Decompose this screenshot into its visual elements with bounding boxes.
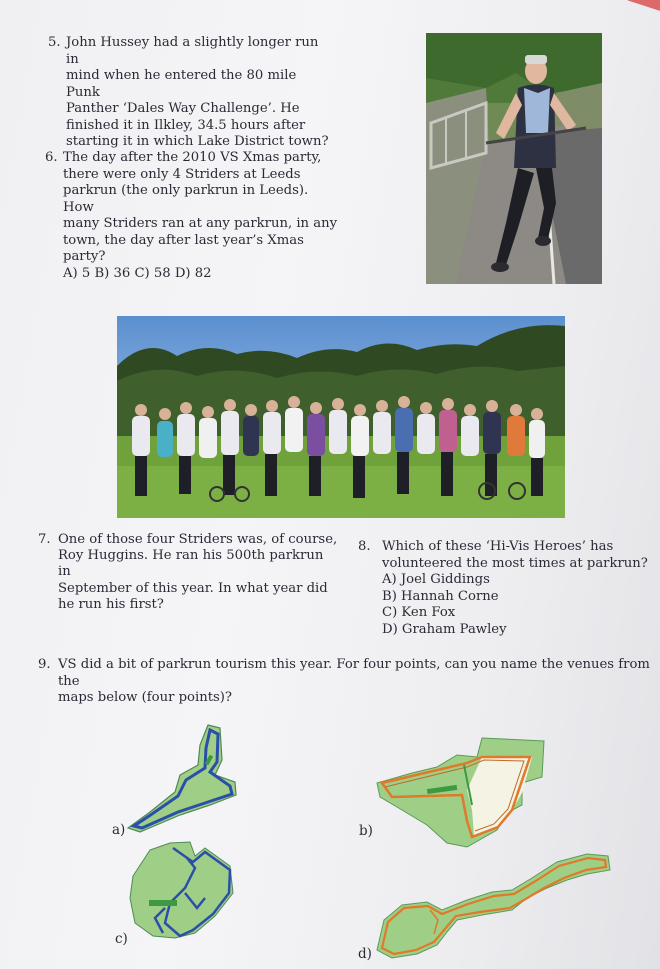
question-number: 7. xyxy=(38,532,51,547)
answer-option: A) Joel Giddings xyxy=(382,572,490,588)
question-text: John Hussey had a slightly longer run in mind when he entered the 80 mile Punk Panther ‘Dales Way Challenge’. He finished it in Ilkley, 34.5 hours after starting it in which Lake District town? xyxy=(66,35,329,149)
question-7 xyxy=(38,532,338,613)
map-a xyxy=(120,720,245,840)
question-number: 6. xyxy=(45,150,58,165)
question-number: 8. xyxy=(358,539,371,554)
map-label-c: c) xyxy=(115,931,128,947)
question-number: 5. xyxy=(48,35,61,50)
page-corner-mark xyxy=(625,0,660,12)
question-text: Which of these ‘Hi-Vis Heroes’ has volunteered the most times at parkrun? xyxy=(382,539,648,571)
map-label-b: b) xyxy=(359,823,373,839)
answer-options: A) 5 B) 36 C) 58 D) 82 xyxy=(63,265,212,281)
map-d xyxy=(372,850,617,962)
question-text: The day after the 2010 VS Xmas party, there were only 4 Striders at Leeds parkrun (the only parkrun in Leeds). How many Striders ran at any parkrun, in any town, the day after last year’s Xmas party? xyxy=(63,150,338,264)
answer-option: B) Hannah Corne xyxy=(382,588,499,604)
map-label-d: d) xyxy=(358,946,372,962)
answer-option: D) Graham Pawley xyxy=(382,621,507,637)
question-5 xyxy=(48,35,333,151)
question-8 xyxy=(358,539,653,639)
map-label-a: a) xyxy=(112,822,126,838)
answer-option: C) Ken Fox xyxy=(382,605,456,621)
map-c xyxy=(125,838,235,946)
answer-options xyxy=(382,572,653,638)
question-9 xyxy=(38,657,658,707)
question-text: One of those four Striders was, of course, Roy Huggins. He ran his 500th parkrun in September of this year. In what year did he run his first? xyxy=(58,532,338,612)
runner-photo xyxy=(426,33,602,284)
question-text: VS did a bit of parkrun tourism this year. For four points, can you name the venues from the maps below (four points)? xyxy=(58,657,650,705)
map-b xyxy=(372,735,547,850)
question-number: 9. xyxy=(38,657,51,672)
group-photo xyxy=(117,316,565,518)
question-6 xyxy=(45,150,340,282)
